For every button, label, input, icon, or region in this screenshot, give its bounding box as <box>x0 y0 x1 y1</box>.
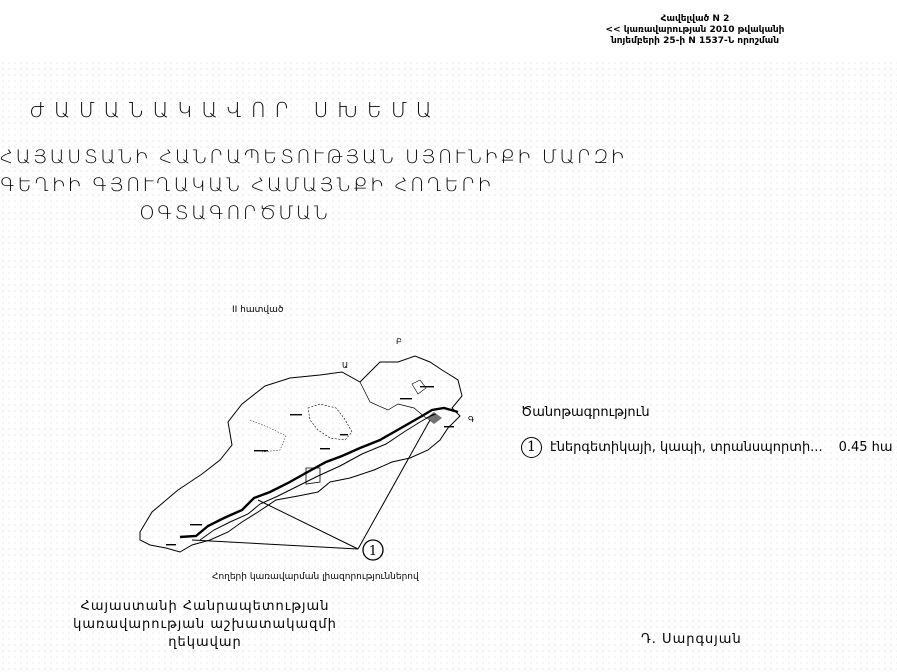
marker-number: 1 <box>368 544 378 559</box>
annex-line-3: նոյեմբերի 25-ի N 1537-Ն որոշման <box>610 36 780 46</box>
legend-item <box>521 434 891 460</box>
signatory-title-line-3: ղեկավար <box>168 635 242 650</box>
compass-label-east: Բ <box>396 337 402 346</box>
signatory-name: Դ. Սարգսյան <box>641 632 742 647</box>
scheme-subtitle-line-1: ՀԱՅԱՍՏԱՆԻ ՀԱՆՐԱՊԵՏՈՒԹՅԱՆ ՍՅՈՒՆԻՔԻ ՄԱՐԶԻ <box>0 146 627 168</box>
annex-note <box>560 14 830 47</box>
marker-leader-line <box>358 420 430 549</box>
legend-title: Ծանոթագրություն <box>521 405 650 420</box>
signatory-title <box>60 598 350 652</box>
compass-label-north: Ա <box>342 361 349 370</box>
annex-line-1: Հավելված N 2 <box>660 14 730 24</box>
river-corridor <box>180 408 458 537</box>
signatory-title-line-2: կառավարության աշխատակազմի <box>73 617 337 632</box>
scheme-title: ԺԱՄԱՆԱԿԱՎՈՐ ՍԽԵՄԱ <box>29 98 441 122</box>
place-labels <box>166 386 454 545</box>
river-corridor <box>200 414 434 540</box>
community-map <box>130 300 490 590</box>
map-caption: Հողերի կառավարման լիազորություններով <box>212 572 419 582</box>
marker-leader-line <box>192 540 358 549</box>
legend-item-number: 1 <box>521 437 542 458</box>
scheme-subtitle-line-2: ԳԵՂԻԻ ԳՅՈՒՂԱԿԱՆ ՀԱՄԱՅՆՔԻ ՀՈՂԵՐԻ <box>0 174 494 196</box>
marker-leader-line <box>258 500 358 549</box>
legend-item-text: էներգետիկայի, կապի, տրանսպորտի... <box>550 439 823 455</box>
community-boundary <box>140 356 462 552</box>
parcel-boundary <box>250 420 286 452</box>
compass-label-west: Գ <box>468 415 475 424</box>
annex-line-2: << կառավարության 2010 թվականի <box>605 25 785 35</box>
map-section-label: II հատված <box>232 305 284 315</box>
signatory-title-line-1: Հայաստանի Հանրապետության <box>80 599 330 614</box>
scheme-subtitle-line-3: ՕԳՏԱԳՈՐԾՄԱՆ <box>139 202 331 224</box>
legend-item-area: 0.45 հա <box>838 439 893 455</box>
